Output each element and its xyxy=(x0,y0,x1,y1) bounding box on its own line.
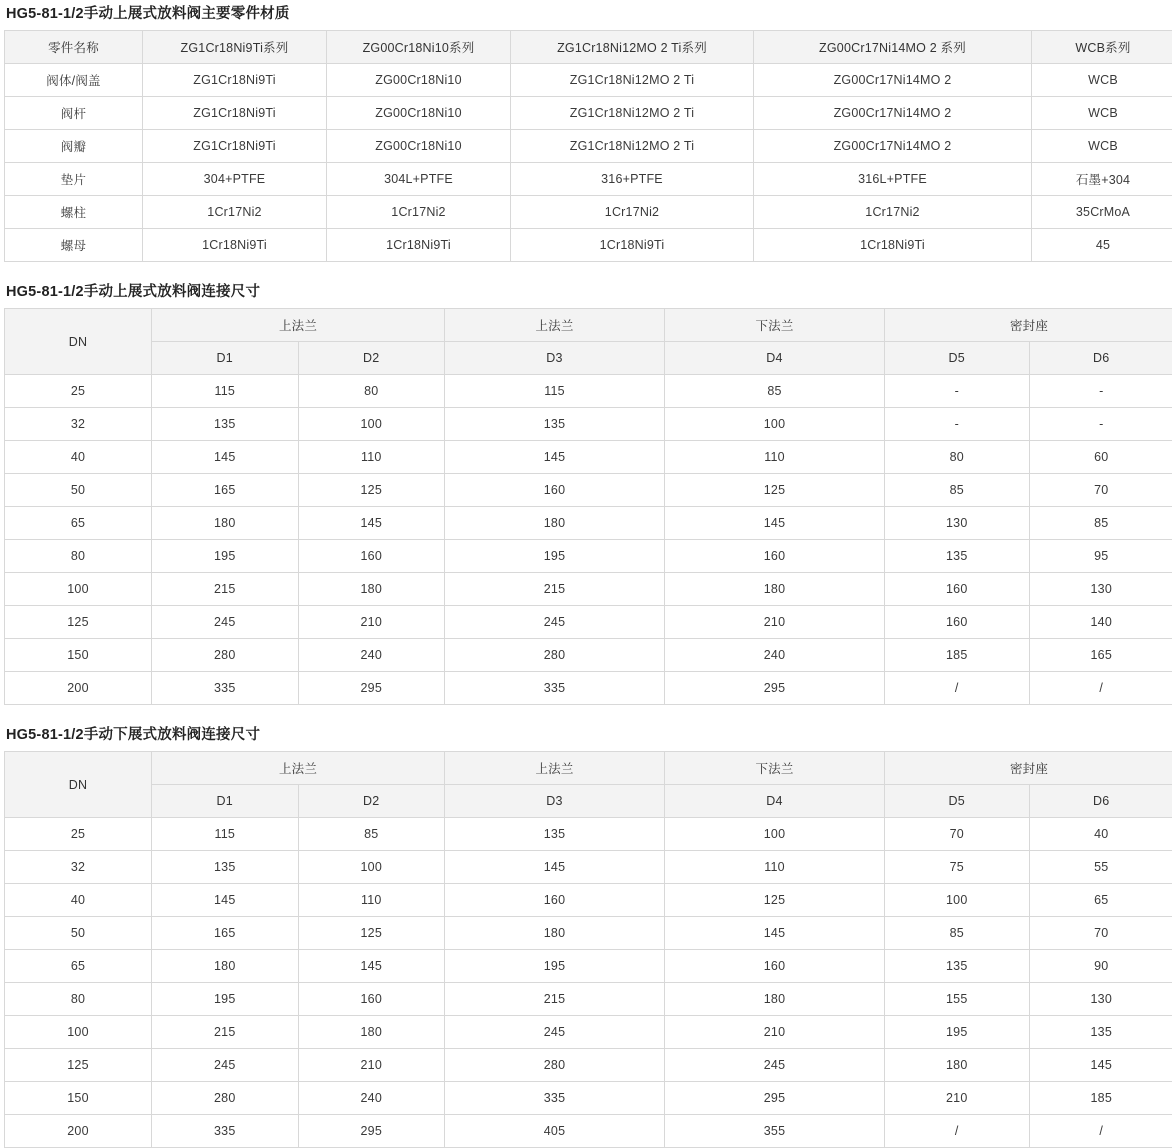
cell-value: 115 xyxy=(152,375,299,408)
cell-value: 160 xyxy=(885,573,1030,606)
cell-value: 165 xyxy=(152,474,299,507)
cell-dn: 32 xyxy=(5,408,152,441)
group-header-lower-flange: 下法兰 xyxy=(665,752,885,785)
cell-value: 125 xyxy=(665,884,885,917)
cell-value: 160 xyxy=(298,983,445,1016)
cell-value: 145 xyxy=(152,884,299,917)
cell-value: 115 xyxy=(152,818,299,851)
cell-dn: 80 xyxy=(5,983,152,1016)
cell-value: 80 xyxy=(885,441,1030,474)
section-upward-dimensions xyxy=(4,280,1168,705)
cell-dn: 40 xyxy=(5,441,152,474)
cell-value: 110 xyxy=(298,884,445,917)
group-header-upper-flange-1: 上法兰 xyxy=(152,752,445,785)
cell-value: 1Cr18Ni9Ti xyxy=(511,229,754,262)
cell-value: 110 xyxy=(665,851,885,884)
cell-value: 100 xyxy=(665,818,885,851)
cell-dn: 65 xyxy=(5,950,152,983)
cell-value: 90 xyxy=(1029,950,1172,983)
group-header-upper-flange-2: 上法兰 xyxy=(445,752,665,785)
cell-value: - xyxy=(1029,408,1172,441)
table-header-row-subs xyxy=(5,785,1172,818)
cell-value: ZG1Cr18Ni9Ti xyxy=(143,64,327,97)
cell-value: 100 xyxy=(665,408,885,441)
cell-value: 210 xyxy=(885,1082,1030,1115)
cell-value: 110 xyxy=(298,441,445,474)
cell-value: 180 xyxy=(445,507,665,540)
group-header-lower-flange: 下法兰 xyxy=(665,309,885,342)
cell-value: - xyxy=(885,408,1030,441)
table-row xyxy=(5,1049,1172,1082)
table-row xyxy=(5,1115,1172,1148)
cell-value: 180 xyxy=(665,983,885,1016)
cell-value: 280 xyxy=(152,639,299,672)
cell-value: 155 xyxy=(885,983,1030,1016)
cell-dn: 200 xyxy=(5,672,152,705)
cell-value: 316+PTFE xyxy=(511,163,754,196)
table-row xyxy=(5,851,1172,884)
cell-value: 100 xyxy=(885,884,1030,917)
cell-value: ZG1Cr18Ni12MO 2 Ti xyxy=(511,64,754,97)
column-header-series-2: ZG00Cr18Ni10系列 xyxy=(327,31,511,64)
upward-dimensions-table xyxy=(4,308,1172,705)
cell-value: 245 xyxy=(152,1049,299,1082)
cell-value: 100 xyxy=(298,408,445,441)
cell-value: 35CrMoA xyxy=(1032,196,1172,229)
cell-value: ZG00Cr17Ni14MO 2 xyxy=(754,97,1032,130)
cell-value: 145 xyxy=(665,917,885,950)
cell-value: 55 xyxy=(1029,851,1172,884)
cell-value: - xyxy=(885,375,1030,408)
cell-dn: 100 xyxy=(5,1016,152,1049)
table-header xyxy=(5,309,1172,375)
cell-value: 240 xyxy=(665,639,885,672)
cell-value: 1Cr17Ni2 xyxy=(511,196,754,229)
cell-value: 100 xyxy=(298,851,445,884)
cell-value: 70 xyxy=(1029,917,1172,950)
column-header-d4: D4 xyxy=(665,785,885,818)
column-header-d6: D6 xyxy=(1029,785,1172,818)
table-row xyxy=(5,196,1172,229)
table-row xyxy=(5,408,1172,441)
cell-dn: 65 xyxy=(5,507,152,540)
cell-value: 304+PTFE xyxy=(143,163,327,196)
cell-value: ZG1Cr18Ni12MO 2 Ti xyxy=(511,130,754,163)
table-row xyxy=(5,672,1172,705)
column-header-dn: DN xyxy=(5,752,152,818)
cell-value: 210 xyxy=(298,1049,445,1082)
cell-value: 160 xyxy=(445,474,665,507)
table-row xyxy=(5,97,1172,130)
cell-value: 1Cr18Ni9Ti xyxy=(327,229,511,262)
table-row xyxy=(5,229,1172,262)
table-row xyxy=(5,1016,1172,1049)
cell-value: 70 xyxy=(885,818,1030,851)
cell-value: / xyxy=(1029,672,1172,705)
cell-value: 1Cr17Ni2 xyxy=(143,196,327,229)
cell-value: 80 xyxy=(298,375,445,408)
cell-dn: 125 xyxy=(5,1049,152,1082)
cell-value: 335 xyxy=(445,672,665,705)
cell-value: 95 xyxy=(1029,540,1172,573)
cell-value: 60 xyxy=(1029,441,1172,474)
table-header xyxy=(5,752,1172,818)
cell-value: 145 xyxy=(665,507,885,540)
cell-value: 130 xyxy=(1029,983,1172,1016)
cell-value: 180 xyxy=(885,1049,1030,1082)
cell-value: 140 xyxy=(1029,606,1172,639)
section-downward-dimensions xyxy=(4,723,1168,1148)
cell-value: 185 xyxy=(1029,1082,1172,1115)
cell-value: 215 xyxy=(445,983,665,1016)
table-row xyxy=(5,573,1172,606)
cell-value: 65 xyxy=(1029,884,1172,917)
table-row xyxy=(5,917,1172,950)
cell-value: 125 xyxy=(298,474,445,507)
cell-value: 135 xyxy=(445,818,665,851)
cell-value: / xyxy=(1029,1115,1172,1148)
cell-value: 135 xyxy=(885,950,1030,983)
cell-value: 195 xyxy=(885,1016,1030,1049)
table-row xyxy=(5,375,1172,408)
cell-value: ZG00Cr17Ni14MO 2 xyxy=(754,130,1032,163)
cell-dn: 40 xyxy=(5,884,152,917)
cell-value: 1Cr17Ni2 xyxy=(754,196,1032,229)
cell-value: 135 xyxy=(152,408,299,441)
table-row xyxy=(5,639,1172,672)
cell-value: 45 xyxy=(1032,229,1172,262)
table-header-row-groups xyxy=(5,752,1172,785)
cell-part-name: 螺母 xyxy=(5,229,143,262)
table-row xyxy=(5,507,1172,540)
cell-part-name: 阀体/阀盖 xyxy=(5,64,143,97)
cell-value: 280 xyxy=(445,1049,665,1082)
cell-value: 石墨+304 xyxy=(1032,163,1172,196)
table-row xyxy=(5,130,1172,163)
column-header-d5: D5 xyxy=(885,342,1030,375)
cell-value: 125 xyxy=(665,474,885,507)
cell-value: 180 xyxy=(298,1016,445,1049)
cell-value: 125 xyxy=(298,917,445,950)
materials-table xyxy=(4,30,1172,262)
cell-value: 40 xyxy=(1029,818,1172,851)
column-header-d2: D2 xyxy=(298,785,445,818)
cell-value: 165 xyxy=(152,917,299,950)
cell-value: 240 xyxy=(298,1082,445,1115)
cell-value: 180 xyxy=(298,573,445,606)
table-header-row-groups xyxy=(5,309,1172,342)
cell-value: 195 xyxy=(445,540,665,573)
cell-dn: 25 xyxy=(5,818,152,851)
cell-value: 85 xyxy=(1029,507,1172,540)
cell-value: 160 xyxy=(665,950,885,983)
column-header-d6: D6 xyxy=(1029,342,1172,375)
cell-dn: 150 xyxy=(5,639,152,672)
cell-value: ZG00Cr18Ni10 xyxy=(327,64,511,97)
cell-value: 85 xyxy=(885,474,1030,507)
group-header-seal-seat: 密封座 xyxy=(885,309,1172,342)
column-header-d4: D4 xyxy=(665,342,885,375)
column-header-d2: D2 xyxy=(298,342,445,375)
cell-value: 115 xyxy=(445,375,665,408)
cell-dn: 25 xyxy=(5,375,152,408)
cell-value: 215 xyxy=(445,573,665,606)
cell-value: 75 xyxy=(885,851,1030,884)
column-header-part-name: 零件名称 xyxy=(5,31,143,64)
cell-value: 145 xyxy=(298,507,445,540)
cell-value: 1Cr18Ni9Ti xyxy=(754,229,1032,262)
cell-value: 145 xyxy=(152,441,299,474)
table-header-row-subs xyxy=(5,342,1172,375)
cell-value: 130 xyxy=(885,507,1030,540)
cell-value: / xyxy=(885,672,1030,705)
cell-value: 135 xyxy=(445,408,665,441)
cell-value: 180 xyxy=(665,573,885,606)
cell-value: 70 xyxy=(1029,474,1172,507)
column-header-d3: D3 xyxy=(445,785,665,818)
cell-value: 195 xyxy=(152,540,299,573)
cell-value: 130 xyxy=(1029,573,1172,606)
cell-value: 180 xyxy=(152,950,299,983)
column-header-d1: D1 xyxy=(152,342,299,375)
cell-value: 335 xyxy=(152,672,299,705)
table-body xyxy=(5,64,1172,262)
cell-value: 295 xyxy=(665,672,885,705)
cell-value: ZG00Cr18Ni10 xyxy=(327,97,511,130)
cell-dn: 50 xyxy=(5,917,152,950)
cell-value: 355 xyxy=(665,1115,885,1148)
table-row xyxy=(5,884,1172,917)
cell-value: 195 xyxy=(445,950,665,983)
cell-part-name: 阀杆 xyxy=(5,97,143,130)
cell-value: ZG1Cr18Ni12MO 2 Ti xyxy=(511,97,754,130)
cell-value: 295 xyxy=(665,1082,885,1115)
cell-value: WCB xyxy=(1032,97,1172,130)
document-page xyxy=(0,2,1172,1148)
cell-value: 295 xyxy=(298,672,445,705)
cell-value: 160 xyxy=(445,884,665,917)
cell-value: 1Cr17Ni2 xyxy=(327,196,511,229)
cell-dn: 50 xyxy=(5,474,152,507)
cell-value: 195 xyxy=(152,983,299,1016)
cell-value: 304L+PTFE xyxy=(327,163,511,196)
cell-value: 210 xyxy=(298,606,445,639)
cell-part-name: 螺柱 xyxy=(5,196,143,229)
cell-value: 1Cr18Ni9Ti xyxy=(143,229,327,262)
cell-value: 240 xyxy=(298,639,445,672)
cell-value: 210 xyxy=(665,606,885,639)
cell-value: 110 xyxy=(665,441,885,474)
column-header-series-3: ZG1Cr18Ni12MO 2 Ti系列 xyxy=(511,31,754,64)
cell-value: 160 xyxy=(885,606,1030,639)
cell-value: 135 xyxy=(885,540,1030,573)
table-row xyxy=(5,818,1172,851)
section-title-downward-dimensions: HG5-81-1/2手动下展式放料阀连接尺寸 xyxy=(6,723,1168,744)
cell-value: 160 xyxy=(665,540,885,573)
cell-value: 335 xyxy=(445,1082,665,1115)
cell-value: 165 xyxy=(1029,639,1172,672)
table-row xyxy=(5,163,1172,196)
cell-value: ZG00Cr17Ni14MO 2 xyxy=(754,64,1032,97)
cell-value: ZG1Cr18Ni9Ti xyxy=(143,97,327,130)
cell-dn: 200 xyxy=(5,1115,152,1148)
cell-value: 215 xyxy=(152,1016,299,1049)
cell-value: 335 xyxy=(152,1115,299,1148)
cell-dn: 100 xyxy=(5,573,152,606)
table-row xyxy=(5,474,1172,507)
cell-value: 316L+PTFE xyxy=(754,163,1032,196)
cell-value: 245 xyxy=(665,1049,885,1082)
cell-value: 210 xyxy=(665,1016,885,1049)
cell-value: 295 xyxy=(298,1115,445,1148)
cell-part-name: 阀瓣 xyxy=(5,130,143,163)
cell-value: 145 xyxy=(445,851,665,884)
cell-value: 280 xyxy=(152,1082,299,1115)
cell-value: 180 xyxy=(152,507,299,540)
cell-dn: 150 xyxy=(5,1082,152,1115)
cell-part-name: 垫片 xyxy=(5,163,143,196)
cell-dn: 32 xyxy=(5,851,152,884)
cell-value: 85 xyxy=(298,818,445,851)
table-header xyxy=(5,31,1172,64)
cell-value: 405 xyxy=(445,1115,665,1148)
section-materials xyxy=(4,2,1168,262)
cell-value: 85 xyxy=(885,917,1030,950)
cell-value: - xyxy=(1029,375,1172,408)
section-title-materials: HG5-81-1/2手动上展式放料阀主要零件材质 xyxy=(6,2,1168,23)
column-header-dn: DN xyxy=(5,309,152,375)
section-title-upward-dimensions: HG5-81-1/2手动上展式放料阀连接尺寸 xyxy=(6,280,1168,301)
cell-value: ZG1Cr18Ni9Ti xyxy=(143,130,327,163)
cell-value: 85 xyxy=(665,375,885,408)
group-header-seal-seat: 密封座 xyxy=(885,752,1172,785)
cell-value: 145 xyxy=(298,950,445,983)
cell-dn: 125 xyxy=(5,606,152,639)
table-row xyxy=(5,441,1172,474)
column-header-series-1: ZG1Cr18Ni9Ti系列 xyxy=(143,31,327,64)
cell-dn: 80 xyxy=(5,540,152,573)
cell-value: WCB xyxy=(1032,130,1172,163)
table-row xyxy=(5,540,1172,573)
cell-value: 145 xyxy=(445,441,665,474)
table-row xyxy=(5,606,1172,639)
cell-value: / xyxy=(885,1115,1030,1148)
cell-value: 135 xyxy=(1029,1016,1172,1049)
cell-value: WCB xyxy=(1032,64,1172,97)
table-row xyxy=(5,64,1172,97)
column-header-d1: D1 xyxy=(152,785,299,818)
cell-value: 180 xyxy=(445,917,665,950)
table-header-row xyxy=(5,31,1172,64)
column-header-d5: D5 xyxy=(885,785,1030,818)
table-body xyxy=(5,818,1172,1148)
cell-value: 245 xyxy=(152,606,299,639)
group-header-upper-flange-1: 上法兰 xyxy=(152,309,445,342)
table-row xyxy=(5,950,1172,983)
cell-value: 185 xyxy=(885,639,1030,672)
downward-dimensions-table xyxy=(4,751,1172,1148)
table-row xyxy=(5,983,1172,1016)
cell-value: 245 xyxy=(445,1016,665,1049)
cell-value: 245 xyxy=(445,606,665,639)
column-header-series-4: ZG00Cr17Ni14MO 2 系列 xyxy=(754,31,1032,64)
table-body xyxy=(5,375,1172,705)
cell-value: 215 xyxy=(152,573,299,606)
cell-value: ZG00Cr18Ni10 xyxy=(327,130,511,163)
cell-value: 160 xyxy=(298,540,445,573)
column-header-series-5: WCB系列 xyxy=(1032,31,1172,64)
cell-value: 280 xyxy=(445,639,665,672)
cell-value: 135 xyxy=(152,851,299,884)
group-header-upper-flange-2: 上法兰 xyxy=(445,309,665,342)
column-header-d3: D3 xyxy=(445,342,665,375)
cell-value: 145 xyxy=(1029,1049,1172,1082)
